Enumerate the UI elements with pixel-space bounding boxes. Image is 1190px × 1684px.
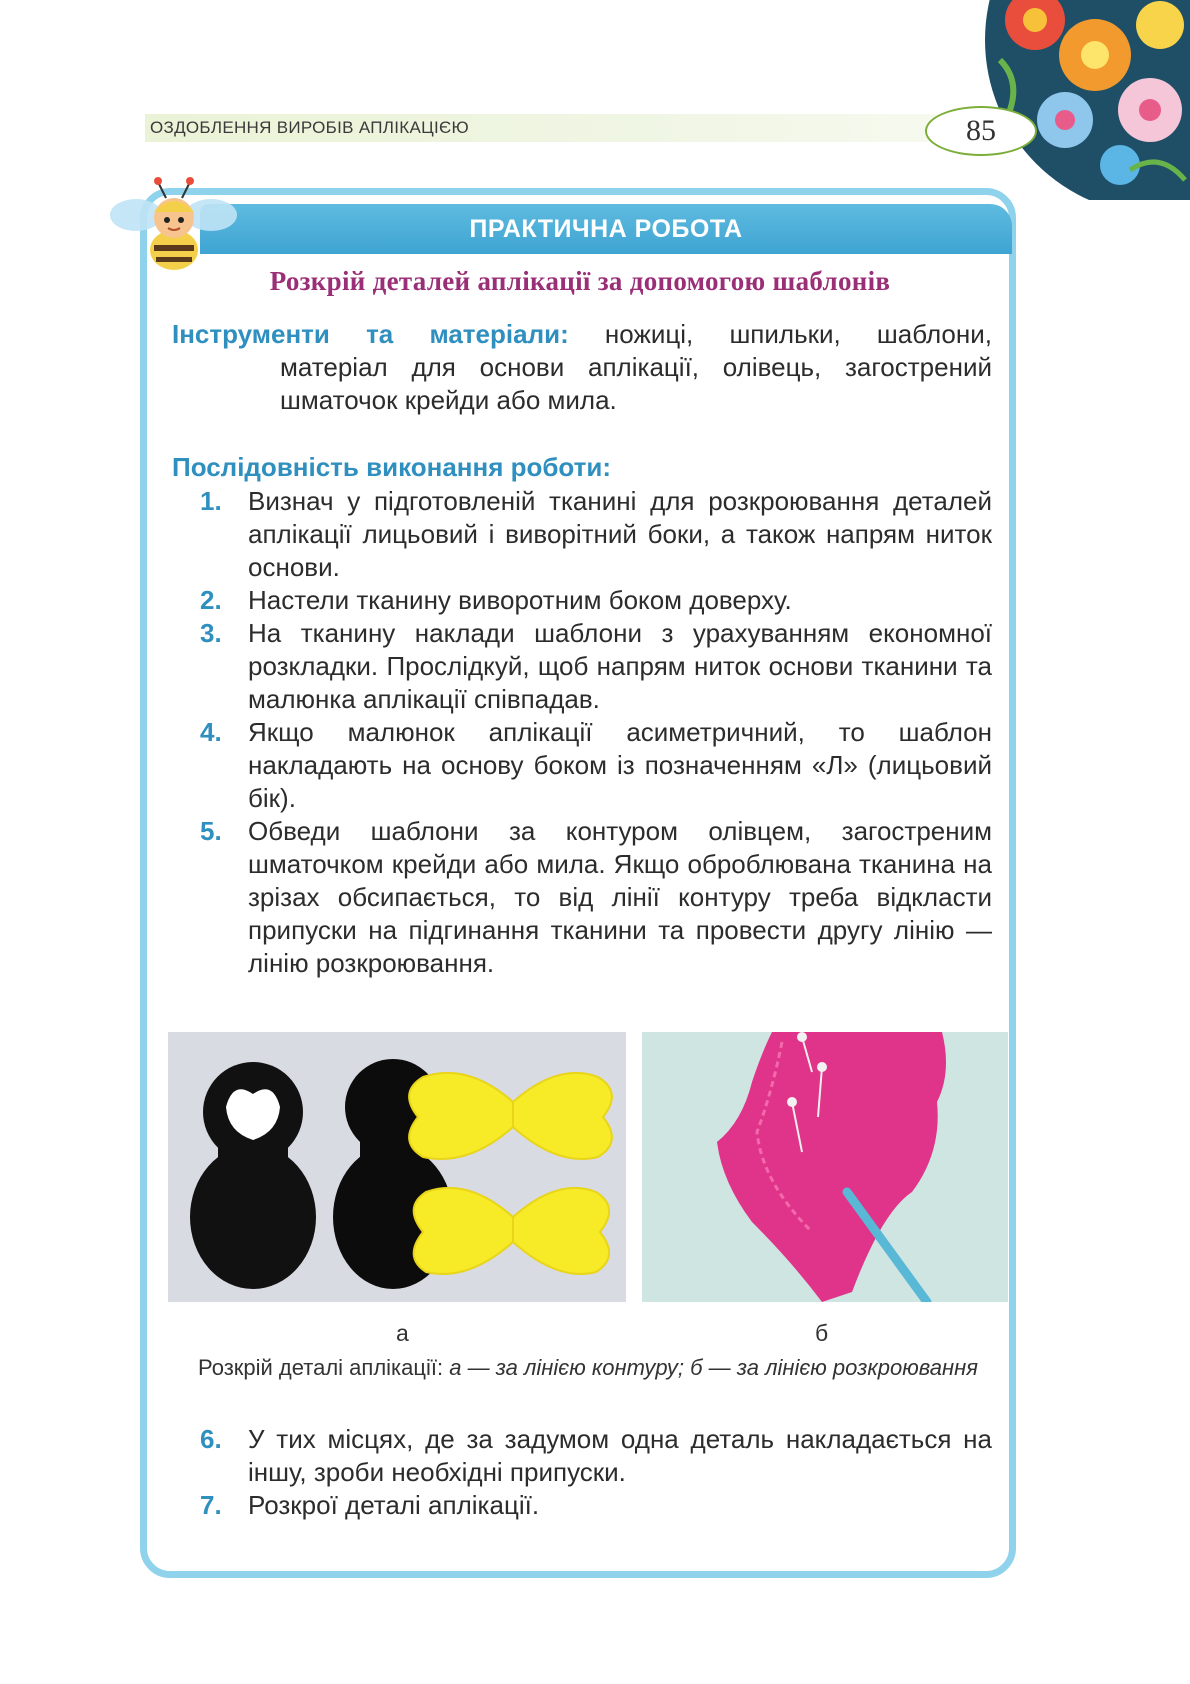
- step-number: 2.: [200, 585, 222, 615]
- work-subtitle: Розкрій деталей аплікації за допомогою шаблонів: [269, 266, 891, 296]
- materials-line-3: шматочок крейди або мила.: [280, 385, 617, 415]
- step-number: 5.: [200, 816, 222, 846]
- step-text: Визнач у підготовленій тканині для розкроювання деталей аплікації лицьовий і виворітний боки, а також напрям ниток основи.: [248, 486, 992, 582]
- steps-list-1: [200, 485, 992, 980]
- sequence-heading: Послідовність виконання роботи:: [172, 452, 612, 482]
- step-number: 7.: [200, 1490, 222, 1520]
- running-head: ОЗДОБЛЕННЯ ВИРОБІВ АПЛІКАЦІЄЮ: [150, 118, 469, 137]
- bee-mascot-icon: [106, 170, 241, 280]
- step-text: Настели тканину виворотним боком доверху.: [248, 585, 792, 615]
- materials-line-2: матеріал для основи аплікації, олівець, загострений: [280, 352, 992, 382]
- flower-ornament-icon: [960, 0, 1190, 200]
- figure-label-a: а: [396, 1320, 409, 1346]
- step-text: Якщо малюнок аплікації асиметричний, то шаблон накладають на основу боком із позначенням «Л» (лицьовий бік).: [248, 717, 992, 813]
- step-text: Розкрої деталі аплікації.: [248, 1490, 540, 1520]
- steps-list-2: [200, 1423, 992, 1522]
- step-item: [200, 584, 992, 617]
- figure-caption: [165, 1352, 1011, 1383]
- materials-text-1: ножиці, шпильки, шаблони,: [568, 319, 992, 349]
- title-bar: [200, 204, 1012, 254]
- figure-label-b: б: [815, 1320, 829, 1346]
- step-text: Обведи шаблони за контуром олівцем, загостреним шматочком крейди або мила. Якщо оброблювана тканина на зрізах обсипається, то від лінії контуру треба відкласти припуски на підгинання тканини та провести другу лінію — лінію розкроювання.: [248, 816, 992, 978]
- materials-label: Інструменти та матеріали:: [172, 319, 569, 349]
- photo-cut-by-contour: [168, 1032, 626, 1302]
- caption-italic: а — за лінією контуру; б — за лінією розкроювання: [449, 1355, 978, 1380]
- step-item: [200, 1423, 992, 1489]
- step-text: На тканину наклади шаблони з урахуванням економної розкладки. Прослідкуй, щоб напрям ниток основи тканини та малюнка аплікації співпадав.: [248, 618, 992, 714]
- page-number-badge: [925, 106, 1037, 156]
- step-item: [200, 617, 992, 716]
- step-number: 6.: [200, 1424, 222, 1454]
- caption-lead: Розкрій деталі аплікації:: [198, 1355, 450, 1380]
- step-text: У тих місцях, де за задумом одна деталь накладається на іншу, зроби необхідні припуски.: [248, 1424, 992, 1487]
- step-number: 1.: [200, 486, 222, 516]
- materials-line-1: [172, 318, 992, 351]
- step-item: [200, 716, 992, 815]
- step-item: [200, 485, 992, 584]
- materials-block: [172, 318, 992, 417]
- photo-cut-by-allowance-line: [642, 1032, 1008, 1302]
- section-title: ПРАКТИЧНА РОБОТА: [469, 214, 743, 243]
- felt-penguin-shape: [190, 1062, 316, 1289]
- step-item: [200, 815, 992, 980]
- step-number: 3.: [200, 618, 222, 648]
- step-item: [200, 1489, 992, 1522]
- step-number: 4.: [200, 717, 222, 747]
- page-number: 85: [966, 114, 996, 147]
